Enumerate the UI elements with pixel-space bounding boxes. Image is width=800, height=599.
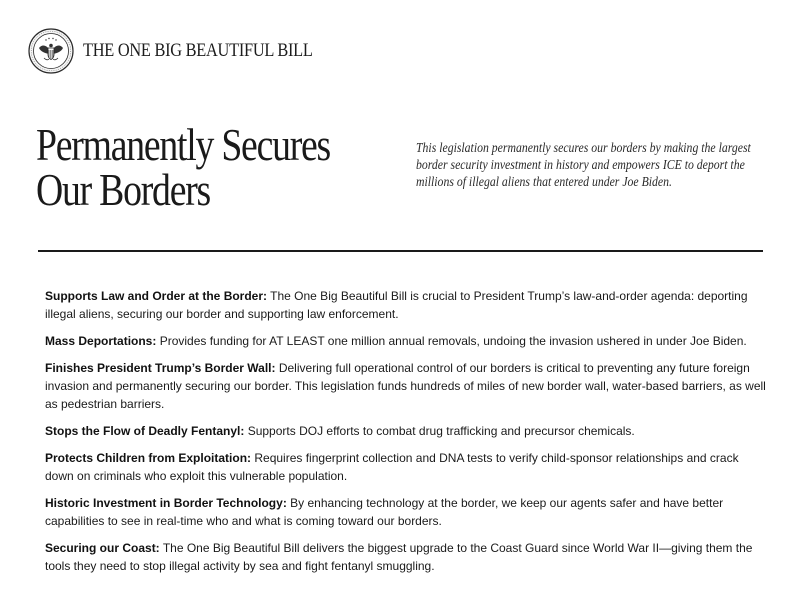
provisions-list xyxy=(45,287,770,584)
presidential-seal-icon xyxy=(28,28,74,74)
item-text: Delivering full operational control of our borders is critical to preventing any future foreign invasion and permanently securing our border. This legislation funds hundreds of miles of new border wall, water-based barriers, as well as pedestrian barriers. xyxy=(45,361,766,411)
item-text: The One Big Beautiful Bill is crucial to President Trump’s law-and-order agenda: deporting illegal aliens, securing our border and supporting law enforcement. xyxy=(45,289,748,321)
list-item xyxy=(45,539,770,575)
item-text: Provides funding for AT LEAST one million annual removals, undoing the invasion ushered in under Joe Biden. xyxy=(159,334,747,348)
item-text: Supports DOJ efforts to combat drug trafficking and precursor chemicals. xyxy=(247,424,635,438)
item-title: Securing our Coast: xyxy=(45,541,160,555)
section-divider xyxy=(38,250,763,252)
intro-paragraph: This legislation permanently secures our borders by making the largest border security investment in history and empowers ICE to deport the millions of illegal aliens that entered under Joe Biden. xyxy=(416,141,751,190)
list-item xyxy=(45,332,770,350)
list-item xyxy=(45,422,770,440)
item-text: The One Big Beautiful Bill delivers the biggest upgrade to the Coast Guard since World War II—giving them the tools they need to stop illegal activity by sea and fight fentanyl smuggling. xyxy=(45,541,753,573)
page-title-line-2: Our Borders xyxy=(36,164,210,215)
item-text: By enhancing technology at the border, we keep our agents safer and have better capabilities to see in real-time who and what is coming toward our borders. xyxy=(45,496,724,528)
page-title xyxy=(36,119,331,215)
list-item xyxy=(45,359,770,413)
list-item xyxy=(45,494,770,530)
item-title: Protects Children from Exploitation: xyxy=(45,451,252,465)
item-title: Stops the Flow of Deadly Fentanyl: xyxy=(45,424,245,438)
list-item xyxy=(45,449,770,485)
item-text: Requires fingerprint collection and DNA tests to verify child-sponsor relationships and crack down on criminals who exploit this vulnerable population. xyxy=(45,451,739,483)
item-title: Finishes President Trump’s Border Wall: xyxy=(45,361,276,375)
item-title: Mass Deportations: xyxy=(45,334,157,348)
item-title: Supports Law and Order at the Border: xyxy=(45,289,268,303)
item-title: Historic Investment in Border Technology: xyxy=(45,496,287,510)
list-item xyxy=(45,287,770,323)
page-title-line-1: Permanently Secures xyxy=(36,119,331,170)
document-header xyxy=(28,28,350,74)
document-brand: THE ONE BIG BEAUTIFUL BILL xyxy=(83,40,313,61)
